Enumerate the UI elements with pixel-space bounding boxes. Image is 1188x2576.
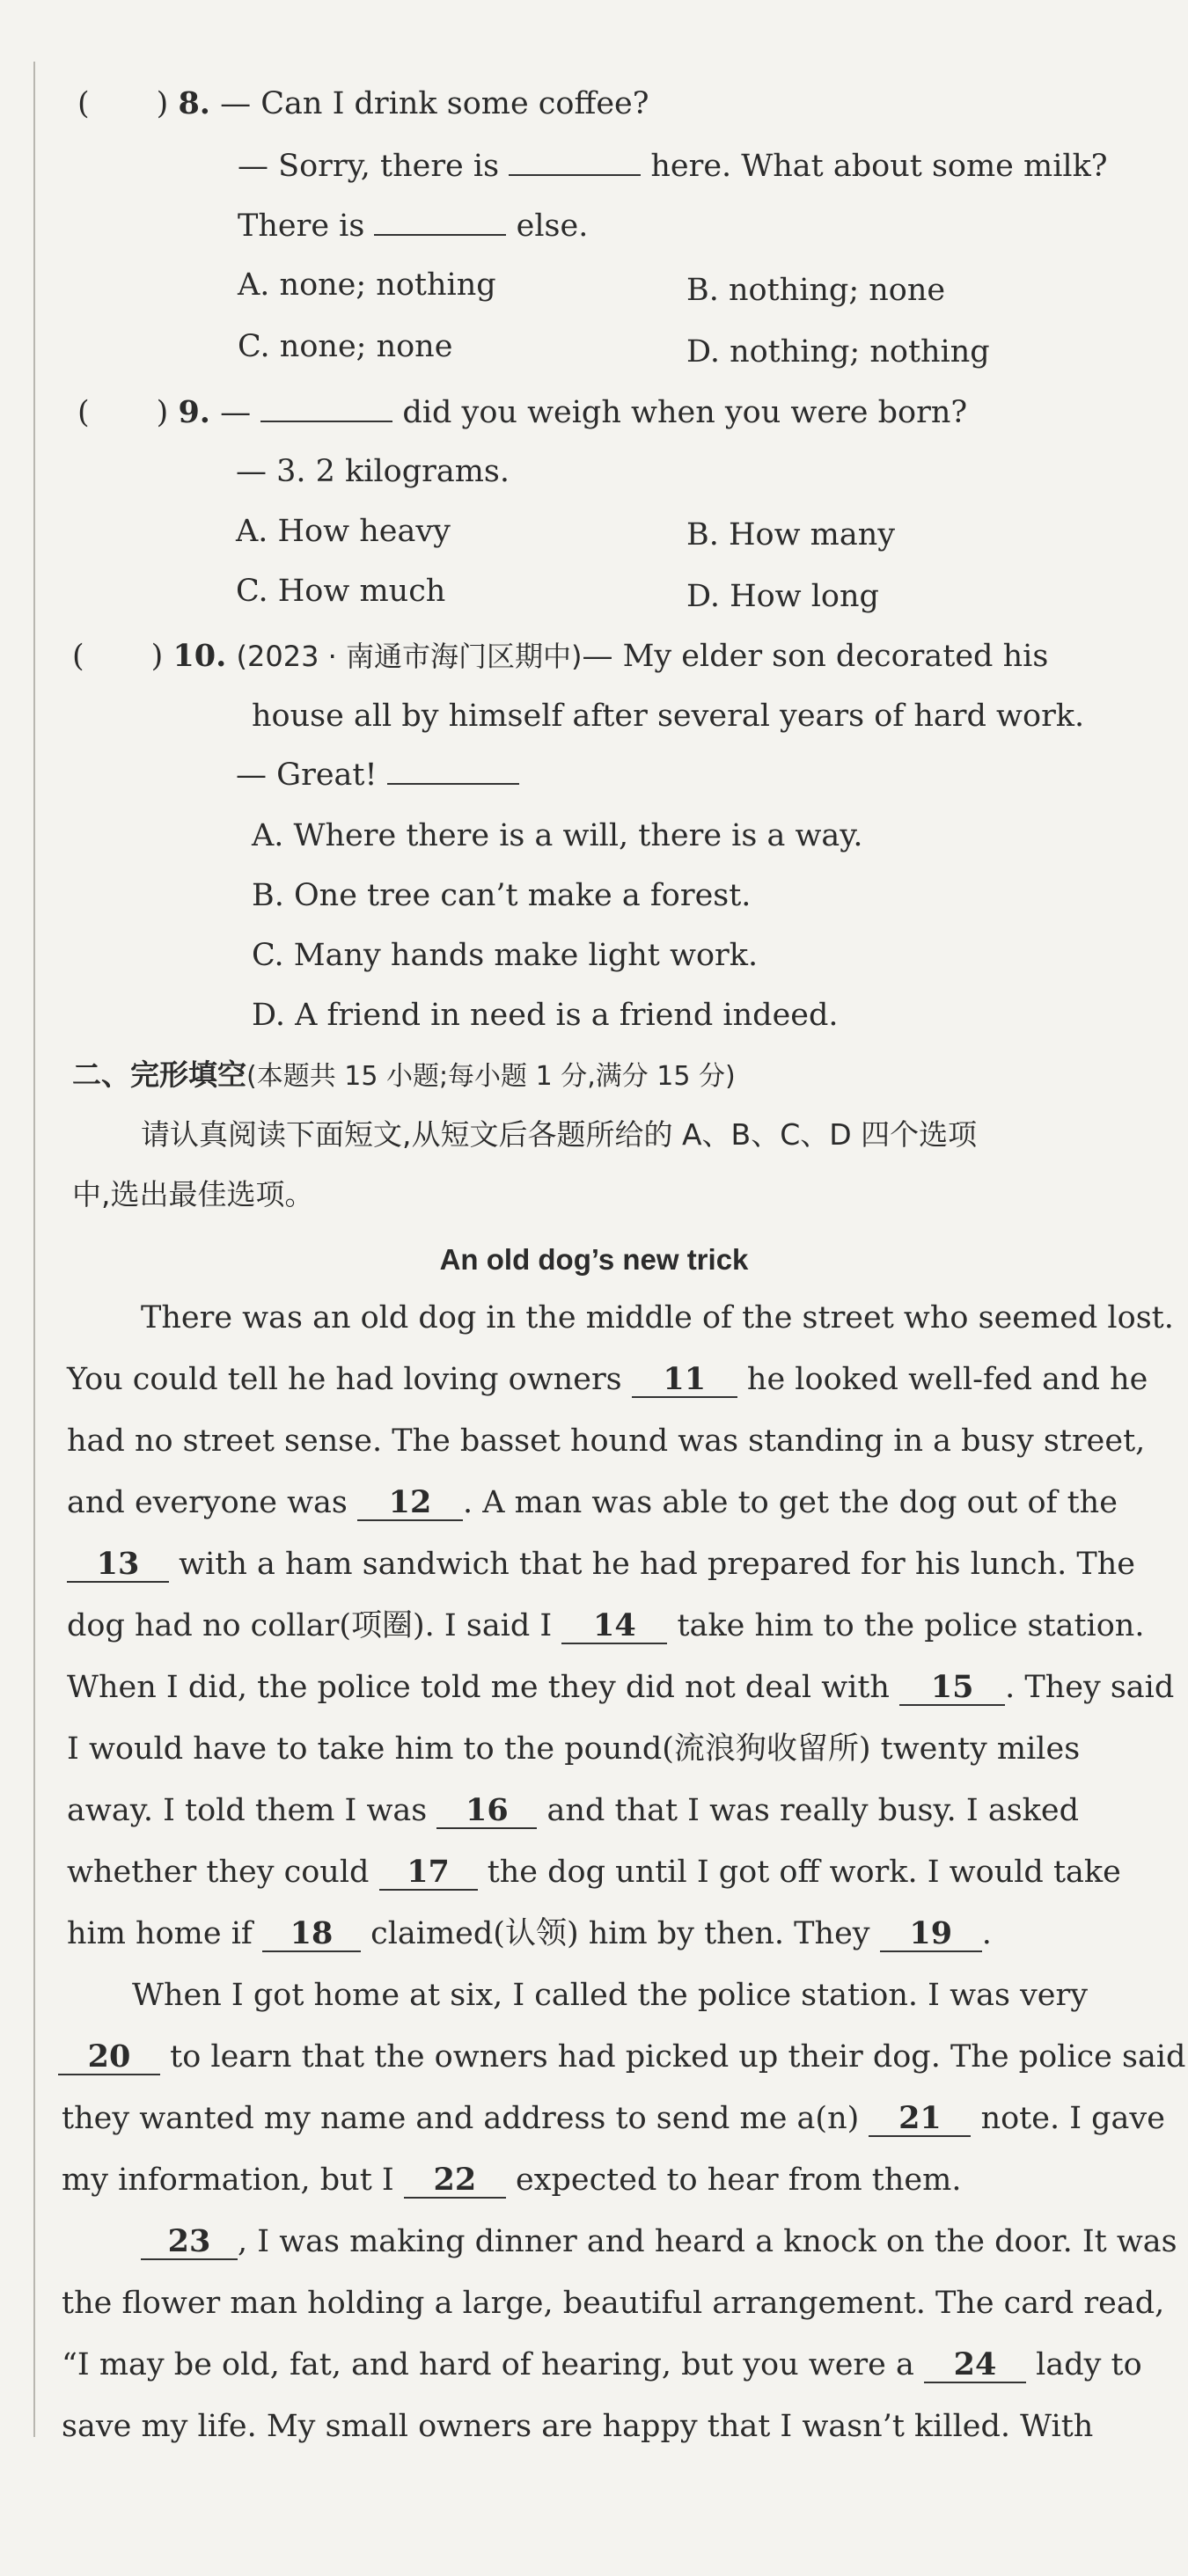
- passage-text: to learn that the owners had picked up their dog. The police said: [170, 2039, 1186, 2075]
- question-stem: — Can I drink some coffee?: [220, 86, 649, 121]
- question-number: 10.: [172, 638, 227, 674]
- passage-line: [141, 2222, 1177, 2261]
- option-c[interactable]: C. Many hands make light work.: [252, 938, 759, 973]
- answer-paren-close: ): [156, 395, 169, 430]
- blank-23[interactable]: 23: [141, 2225, 238, 2260]
- stem-text: There is: [238, 209, 365, 244]
- passage-line: save my life. My small owners are happy that I wasn’t killed. With: [62, 2409, 1094, 2444]
- answer-paren-open: (: [72, 639, 84, 674]
- question-9-line-2: — 3. 2 kilograms.: [236, 454, 510, 489]
- passage-text: .: [981, 1916, 992, 1951]
- question-source: (2023 · 南通市海门区期中): [236, 640, 583, 673]
- option-a[interactable]: A. none; nothing: [238, 267, 496, 303]
- passage-line: had no street sense. The basset hound was standing in a busy street,: [67, 1423, 1146, 1459]
- stem-text: else.: [516, 209, 589, 244]
- passage-text: When I did, the police told me they did not deal with: [67, 1670, 890, 1705]
- option-a[interactable]: A. How heavy: [236, 514, 451, 549]
- blank-16[interactable]: 16: [436, 1794, 537, 1829]
- passage-text: he looked well-fed and he: [746, 1362, 1148, 1397]
- blank-15[interactable]: 15: [899, 1671, 1005, 1706]
- question-number: 8.: [178, 85, 210, 121]
- stem-text: here. What about some milk?: [650, 149, 1108, 184]
- blank-21[interactable]: 21: [869, 2102, 971, 2137]
- stem-text: — Sorry, there is: [238, 149, 500, 184]
- passage-line: There was an old dog in the middle of the street who seemed lost.: [141, 1300, 1174, 1336]
- section-instruction-2: 中,选出最佳选项。: [72, 1177, 314, 1211]
- option-d[interactable]: D. A friend in need is a friend indeed.: [252, 998, 839, 1033]
- passage-text: and everyone was: [67, 1485, 348, 1520]
- blank-13[interactable]: 13: [67, 1548, 169, 1583]
- passage-text: my information, but I: [62, 2163, 394, 2198]
- passage-line: [58, 2038, 1185, 2076]
- blank-12[interactable]: 12: [357, 1486, 463, 1521]
- passage-line: [67, 1483, 1118, 1522]
- passage-text: . A man was able to get the dog out of the: [463, 1485, 1118, 1520]
- passage-line: [62, 2161, 961, 2199]
- passage-line: [67, 1914, 992, 1953]
- passage-line: [62, 2099, 1165, 2138]
- section-note: (本题共 15 小题;每小题 1 分,满分 15 分): [246, 1061, 736, 1092]
- question-10-line-2: house all by himself after several years of hard work.: [252, 699, 1085, 734]
- passage-line: the flower man holding a large, beautiful arrangement. The card read,: [62, 2286, 1165, 2321]
- blank-17[interactable]: 17: [379, 1855, 478, 1891]
- passage-text: “I may be old, fat, and hard of hearing, but you were a: [62, 2347, 914, 2382]
- passage-line: I would have to take him to the pound(流浪狗收留所) twenty miles: [67, 1731, 1081, 1767]
- blank-24[interactable]: 24: [924, 2348, 1026, 2383]
- question-8-stem-line: [77, 84, 649, 123]
- fill-blank[interactable]: [374, 206, 506, 236]
- answer-paren-close: ): [150, 639, 164, 674]
- option-a[interactable]: A. Where there is a will, there is a way.: [252, 818, 863, 853]
- passage-title: An old dog’s new trick: [439, 1243, 749, 1276]
- answer-paren-close: ): [156, 86, 169, 121]
- option-d[interactable]: D. How long: [686, 579, 879, 614]
- answer-paren-open: (: [77, 86, 90, 121]
- option-c[interactable]: C. How much: [236, 574, 446, 609]
- question-10-stem-line: [72, 637, 1048, 676]
- blank-11[interactable]: 11: [632, 1363, 737, 1398]
- option-b[interactable]: B. How many: [686, 517, 896, 553]
- question-10-line-3: [236, 755, 519, 794]
- section-instruction-1: 请认真阅读下面短文,从短文后各题所给的 A、B、C、D 四个选项: [141, 1117, 978, 1152]
- stem-text: did you weigh when you were born?: [402, 395, 968, 430]
- passage-line: When I got home at six, I called the police station. I was very: [132, 1978, 1089, 2013]
- passage-text: dog had no collar(项圈). I said I: [67, 1608, 553, 1643]
- passage-line: [67, 1606, 1144, 1645]
- passage-text: take him to the police station.: [677, 1608, 1145, 1643]
- stem-text: — My elder son decorated his: [582, 639, 1049, 674]
- blank-19[interactable]: 19: [880, 1917, 982, 1952]
- passage-text: they wanted my name and address to send me a(n): [62, 2101, 860, 2136]
- passage-text: away. I told them I was: [67, 1793, 428, 1828]
- question-number: 9.: [178, 394, 210, 430]
- question-8-line-2: [238, 146, 1108, 186]
- section-heading: 二、完形填空: [72, 1057, 246, 1092]
- blank-18[interactable]: 18: [262, 1917, 361, 1952]
- passage-text: the dog until I got off work. I would take: [487, 1855, 1121, 1890]
- passage-line: [67, 1853, 1121, 1892]
- passage-line: [67, 1791, 1079, 1830]
- blank-14[interactable]: 14: [561, 1609, 667, 1644]
- passage-line: [67, 1668, 1174, 1707]
- passage-text: him home if: [67, 1916, 253, 1951]
- passage-text: whether they could: [67, 1855, 370, 1890]
- passage-text: claimed(认领) him by then. They: [370, 1916, 870, 1951]
- section-2-heading-line: [72, 1056, 736, 1096]
- option-b[interactable]: B. One tree can’t make a forest.: [252, 878, 752, 913]
- passage-text: expected to hear from them.: [516, 2163, 962, 2198]
- passage-text: and that I was really busy. I asked: [546, 1793, 1079, 1828]
- option-c[interactable]: C. none; none: [238, 329, 453, 364]
- passage-text: note. I gave: [980, 2101, 1165, 2136]
- passage-text: . They said: [1005, 1670, 1175, 1705]
- fill-blank[interactable]: [260, 392, 392, 422]
- blank-22[interactable]: 22: [404, 2163, 506, 2199]
- fill-blank[interactable]: [387, 755, 519, 785]
- stem-text: — Great!: [236, 757, 378, 793]
- passage-text: , I was making dinner and heard a knock on the door. It was: [238, 2224, 1177, 2259]
- option-b[interactable]: B. nothing; none: [686, 273, 946, 308]
- passage-line: [67, 1545, 1135, 1584]
- fill-blank[interactable]: [509, 146, 641, 176]
- passage-line: [62, 2345, 1142, 2384]
- passage-text: lady to: [1036, 2347, 1142, 2382]
- question-8-line-3: [238, 206, 588, 245]
- blank-20[interactable]: 20: [58, 2040, 160, 2075]
- question-9-stem-line: [77, 392, 967, 432]
- stem-text: —: [220, 395, 252, 430]
- option-d[interactable]: D. nothing; nothing: [686, 334, 990, 370]
- passage-text: with a ham sandwich that he had prepared for his lunch. The: [179, 1547, 1135, 1582]
- answer-paren-open: (: [77, 395, 90, 430]
- passage-text: You could tell he had loving owners: [67, 1362, 622, 1397]
- passage-line: [67, 1360, 1148, 1399]
